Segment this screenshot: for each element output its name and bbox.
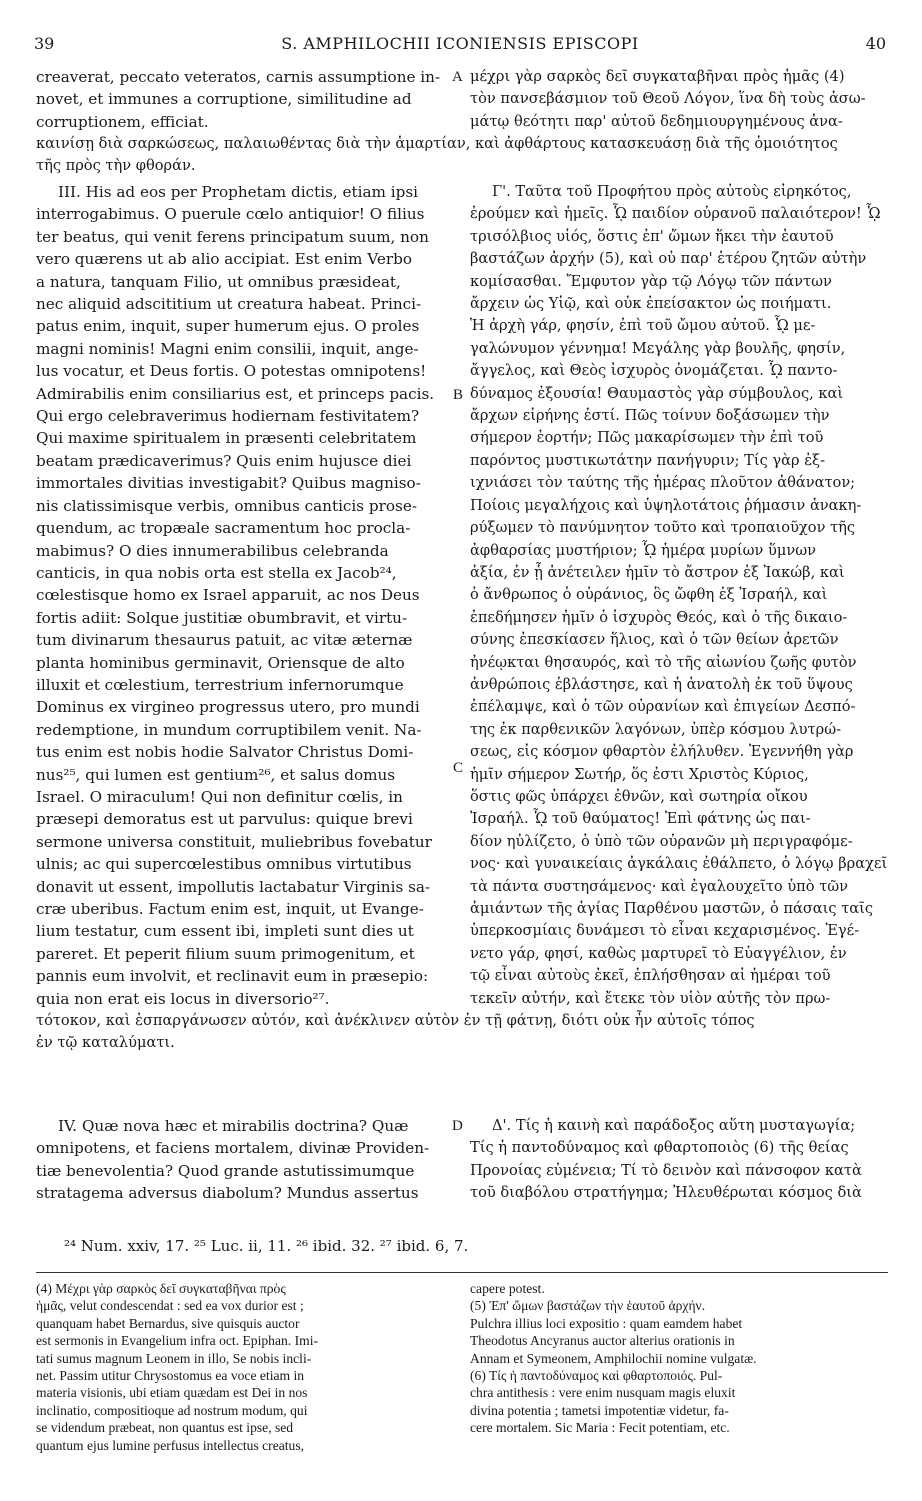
text-line: corruptionem, efficiat. <box>36 112 209 131</box>
text-line: cræ uberibus. Factum enim est, inquit, ut Evange- <box>36 900 424 918</box>
margin-marker-a: A <box>452 69 463 85</box>
text-line: ἄρχων εἰρήνης ἐστί. Πῶς τοίνυν δοξάσωμεν τὴν <box>470 407 830 425</box>
text-line: ἄγγελος, καὶ Θεὸς ἰσχυρὸς ὀνομάζεται. ᾯ παντο- <box>470 362 838 380</box>
text-line: quantum ejus lumine perfusus intellectus creatus, <box>36 1437 305 1453</box>
text-line: ἀξία, ἐν ᾗ ἀνέτειλεν ἡμῖν τὸ ἄστρον ἐξ Ἰακώβ, καὶ <box>470 563 845 581</box>
text-line: redemptione, in mundum corruptibilem venit. Na- <box>36 720 422 739</box>
text-line: τότοκον, καὶ ἐσπαργάνωσεν αὐτόν, καὶ ἀνέκλινεν αὐτὸν ἐν τῇ φάτνῃ, διότι οὐκ ἦν αὐτοῖς τόπος <box>36 1012 755 1029</box>
text-line: chra antithesis : vere enim nusquam magis eluxit <box>470 1385 736 1401</box>
greek-iv <box>470 1115 888 1205</box>
text-line: tati sumus magnum Leonem in illo, Se nobis incli- <box>36 1350 312 1366</box>
text-line: vero quærens ut ab alio accipiat. Est enim Verbo <box>36 250 412 269</box>
text-line: Ἰσραήλ. ᾯ τοῦ θαύματος! Ἐπὶ φάτνης ὡς παι- <box>470 810 811 828</box>
text-line: novet, et immunes a corruptione, similitudine ad <box>36 90 412 109</box>
text-line: Israel. O miraculum! Qui non definitur cœlis, in <box>36 787 403 806</box>
greek-top <box>470 66 888 133</box>
latin-main <box>36 181 448 1010</box>
notes-right <box>470 1280 888 1437</box>
text-line: donavit ut essent, impollutis lactabatur Virginis sa- <box>36 877 431 896</box>
text-line: mabimus? O dies innumerabilibus celebranda <box>36 541 389 560</box>
text-line: ἡμᾶς, velut condescendat : sed ea vox durior est ; <box>36 1298 304 1314</box>
text-line: creaverat, peccato veteratos, carnis assumptione in- <box>36 68 441 86</box>
text-line: ἐρούμεν καὶ ἡμεῖς. ᾯ παιδίον οὐρανοῦ παλαιότερον! ᾯ <box>470 205 881 223</box>
text-line: ὁ ἄνθρωπος ὁ οὐράνιος, ὃς ὤφθη ἐξ Ἰσραήλ, καὶ <box>470 586 828 604</box>
text-line: beatam prædicaverimus? Quis enim hujusce diei <box>36 451 412 470</box>
greek-main <box>470 181 888 1010</box>
text-line: σεως, εἰς κόσμον φθαρτὸν ἐλήλυθεν. Ἐγεννήθη γὰρ <box>470 743 854 761</box>
text-line: (5) Ἐπ' ὤμων βαστάζων τὴν ἑαυτοῦ ἀρχήν. <box>470 1298 706 1314</box>
greek-full-2 <box>36 1010 888 1055</box>
greek-full-1 <box>36 133 888 178</box>
text-line: τῆς πρὸς τὴν φθοράν. <box>36 157 196 175</box>
text-line: δίον ηὐλίζετο, ὁ ὑπὸ τῶν οὐρανῶν μὴ περιγραφόμε- <box>470 832 853 850</box>
running-title: S. AMPHILOCHII ICONIENSIS EPISCOPI <box>281 34 639 53</box>
text-line: Ἡ ἀρχὴ γάρ, φησίν, ἐπὶ τοῦ ὤμου αὐτοῦ. ᾯ με- <box>470 317 816 335</box>
page-number-left: 39 <box>34 34 55 53</box>
text-line: Τίς ἡ παντοδύναμος καὶ φθαρτοποιὸς (6) τῆς θείας <box>470 1139 849 1157</box>
text-line: Γ'. Ταῦτα τοῦ Προφήτου πρὸς αὐτοὺς εἰρηκότος, <box>492 183 852 200</box>
text-line: ἀμιάντων τῆς ἁγίας Παρθένου μαστῶν, ὁ πάσαις ταῖς <box>470 900 874 917</box>
text-line: Annam et Symeonem, Amphilochii nomine vulgatæ. <box>470 1350 757 1366</box>
text-line: ἡμῖν σήμερον Σωτήρ, ὅς ἐστι Χριστὸς Κύριος, <box>470 765 809 783</box>
text-line: (6) Τίς ἡ παντοδύναμος καὶ φθαρτοποιός. Pul- <box>470 1368 723 1384</box>
text-line: ρύξωμεν τὸ πανύμνητον τοῦτο καὶ τροπαιοῦχον τῆς <box>470 519 856 537</box>
text-line: Προνοίας εὐμένεια; Τί τὸ δεινὸν καὶ πάνσοφον κατὰ <box>470 1161 862 1179</box>
text-line: ἐπέλαμψε, καὶ ὁ τῶν οὐρανίων καὶ ἐπιγείων Δεσπό- <box>470 698 856 716</box>
text-line: quendum, ac tropæale sacramentum hoc procla- <box>36 519 411 538</box>
text-line: (4) Μέχρι γὰρ σαρκὸς δεῖ συγκαταβῆναι πρὸς <box>36 1281 286 1296</box>
text-line: quanquam habet Bernardus, sive quisquis auctor <box>36 1315 300 1331</box>
text-line: magni nominis! Magni enim consilii, inquit, ange- <box>36 339 419 358</box>
text-line: της ἐκ παρθενικῶν λαγόνων, ὑπὲρ κόσμου λυτρώ- <box>470 720 842 738</box>
text-line: inclinatio, compositioque ad nostrum modum, qui <box>36 1402 308 1418</box>
text-line: planta hominibus germinavit, Oriensque de alto <box>36 653 405 672</box>
text-line: tum divinarum thesaurus patuit, ac vitæ æternæ <box>36 631 413 650</box>
page-number-right: 40 <box>865 34 886 53</box>
text-line: νος· καὶ γυναικείαις ἀγκάλαις ἐθάλπετο, ὁ λόγῳ βραχεῖ <box>470 855 888 873</box>
text-line: ιχνιάσει τὸν ταύτης τῆς ἡμέρας πλοῦτον ἀθάνατον; <box>470 474 856 492</box>
text-line: omnipotens, et faciens mortalem, divinæ Providen- <box>36 1139 430 1158</box>
text-line: interrogabimus. O puerule cœlo antiquior! O filius <box>36 205 425 224</box>
text-line: est sermonis in Evangelium infra oct. Epiphan. Imi- <box>36 1333 319 1349</box>
text-line: ἐν τῷ καταλύματι. <box>36 1034 175 1052</box>
text-line: τοῦ διαβόλου στρατήγημα; Ἠλευθέρωται κόσμος διὰ <box>470 1184 862 1202</box>
text-line: quia non erat eis locus in diversorio²⁷. <box>36 989 330 1008</box>
text-line: pannis eum involvit, et reclinavit eum in præsepio: <box>36 967 429 986</box>
text-line: immortales divitias investigabit? Quibus magniso- <box>36 474 421 493</box>
text-line: fortis adiit: Solque justitiæ obumbravit, et virtu- <box>36 608 408 627</box>
text-line: cœlestisque homo ex Israel apparuit, ac nos Deus <box>36 586 420 605</box>
text-line: illuxit et cœlestium, terrestrium infernorumque <box>36 675 404 694</box>
text-line: τρισόλβιος υἱός, ὅστις ἐπ' ὤμων ἥκει τὴν ἑαυτοῦ <box>470 227 834 245</box>
text-line: δύναμος ἐξουσία! Θαυμαστὸς γὰρ σύμβουλος, καὶ <box>470 384 844 402</box>
text-line: cere mortalem. Sic Maria : Fecit potentiam, etc. <box>470 1420 730 1436</box>
notes-rule <box>36 1272 888 1273</box>
text-line: divina potentia ; tametsi impotentiæ videtur, fa- <box>470 1402 729 1418</box>
text-line: nis clatissimisque verbis, omnibus canticis prose- <box>36 496 417 515</box>
latin-top <box>36 66 448 133</box>
text-line: nus²⁵, qui lumen est gentium²⁶, et salus domus <box>36 765 396 784</box>
text-line: ἀφθαρσίας μυστήριον; ᾯ ἡμέρα μυρίων ὕμνων <box>470 541 817 559</box>
latin-iv <box>36 1115 448 1205</box>
text-line: Qui ergo celebraverimus hodiernam festivitatem? <box>36 407 420 426</box>
text-line: Admirabilis enim consiliarius est, et princeps pacis. <box>36 384 435 403</box>
text-line: ἄρχειν ὡς Υἱῷ, καὶ οὐκ ἐπείσακτον ὡς ποιήματι. <box>470 295 832 313</box>
text-line: lus vocatur, et Deus fortis. O potestas omnipotens! <box>36 362 427 381</box>
text-line: tiæ benevolentia? Quod grande astutissimumque <box>36 1161 415 1180</box>
text-line: materia visionis, ubi etiam quædam est Dei in nos <box>36 1385 308 1401</box>
text-line: Theodotus Ancyranus auctor alterius orationis in <box>470 1333 735 1349</box>
text-line: pareret. Et peperit filium suum primogenitum, et <box>36 944 415 963</box>
text-line: capere potest. <box>470 1281 545 1296</box>
text-line: βαστάζων ἀρχήν (5), καὶ οὐ παρ' ἑτέρου ζητῶν αὐτὴν <box>470 250 867 268</box>
text-line: σήμερον ἑορτήν; Πῶς μακαρίσωμεν τὴν ἐπὶ τοῦ <box>470 429 824 447</box>
text-line: μέχρι γὰρ σαρκὸς δεῖ συγκαταβῆναι πρὸς ἡμᾶς (4) <box>470 68 845 85</box>
text-line: sermone universa constituit, muliebribus fovebatur <box>36 832 432 851</box>
text-line: τῷ εἶναι αὐτοὺς ἐκεῖ, ἐπλήσθησαν αἱ ἡμέραι τοῦ <box>470 967 831 985</box>
text-line: ἐπεδήμησεν ἡμῖν ὁ ἰσχυρὸς Θεός, καὶ ὁ τῆς δικαιο- <box>470 608 848 626</box>
text-line: Ποίοις μεγαλήχοις καὶ ὑψηλοτάτοις ῥήμασιν ἀνακη- <box>470 496 862 514</box>
text-line: a natura, tanquam Filio, ut omnibus præsideat, <box>36 272 401 291</box>
text-line: ulnis; ac qui supercœlestibus omnibus virtutibus <box>36 855 412 874</box>
text-line: III. His ad eos per Prophetam dictis, etiam ipsi <box>58 183 418 201</box>
text-line: Δ'. Τίς ἡ καινὴ καὶ παράδοξος αὕτη μυσταγωγία; <box>492 1117 856 1134</box>
text-line: κομίσασθαι. Ἔμφυτον γὰρ τῷ Λόγῳ τῶν πάντων <box>470 272 832 290</box>
text-line: ἠνέῳκται θησαυρός, καὶ τὸ τῆς αἰωνίου ζωῆς φυτὸν <box>470 653 857 671</box>
text-line: Qui maxime spiritualem in præsenti celebritatem <box>36 429 417 448</box>
text-line: Dominus ex virgineo progressus utero, pro mundi <box>36 698 420 717</box>
text-line: ὅστις φῶς ὑπάρχει ἐθνῶν, καὶ σωτηρία οἴκου <box>470 787 808 805</box>
text-line: nec aliquid adscititium ut creatura habeat. Princi- <box>36 295 422 314</box>
text-line: ἀνθρώποις ἐβλάστησε, καὶ ἡ ἀνατολὴ ἐκ τοῦ ὕψους <box>470 675 853 693</box>
text-line: patus enim, inquit, super humerum ejus. O proles <box>36 317 420 336</box>
text-line: stratagema adversus diabolum? Mundus assertus <box>36 1184 419 1203</box>
text-line: net. Passim utitur Chrysostomus ea voce etiam in <box>36 1368 305 1384</box>
page-header <box>34 34 886 58</box>
margin-marker-c: C <box>453 760 464 776</box>
text-line: se videndum præbeat, non quantus est ipse, sed <box>36 1420 294 1436</box>
text-line: τεκεῖν αὐτήν, καὶ ἔτεκε τὸν υἱὸν αὐτῆς τὸν πρω- <box>470 989 831 1007</box>
text-line: μάτῳ θεότητι παρ' αὐτοῦ δεδημιουργημένους ἀνα- <box>470 112 843 130</box>
text-line: σύνης ἐπεσκίασεν ἥλιος, καὶ ὁ τῶν θείων ἀρετῶν <box>470 631 839 649</box>
text-line: γαλώνυμον γέννημα! Μεγάλης γὰρ βουλῆς, φησίν, <box>470 339 846 357</box>
text-line: Pulchra illius loci expositio : quam eamdem habet <box>470 1315 743 1331</box>
text-line: præsepi demoratus est ut parvulus: quique brevi <box>36 810 413 829</box>
text-line: tus enim est nobis hodie Salvator Christus Domi- <box>36 743 414 762</box>
text-line: παρόντος μυστικωτάτην πανήγυριν; Τίς γὰρ ἐξ- <box>470 451 825 469</box>
footnote-references: ²⁴ Num. xxiv, 17. ²⁵ Luc. ii, 11. ²⁶ ibid. 32. ²⁷ ibid. 6, 7. <box>64 1237 469 1255</box>
text-line: τὰ πάντα συστησάμενος· καὶ ἐγαλουχεῖτο ὑπὸ τῶν <box>470 877 849 895</box>
text-line: τὸν πανσεβάσμιον τοῦ Θεοῦ Λόγον, ἵνα δὴ τοὺς ἀσω- <box>470 90 866 108</box>
text-line: canticis, in qua nobis orta est stella ex Jacob²⁴, <box>36 563 397 582</box>
text-line: ter beatus, qui venit ferens principatum suum, non <box>36 227 429 246</box>
margin-marker-d: D <box>452 1118 463 1134</box>
text-line: IV. Quæ nova hæc et mirabilis doctrina? Quæ <box>58 1117 409 1135</box>
text-line: καινίσῃ διὰ σαρκώσεως, παλαιωθέντας διὰ τὴν ἁμαρτίαν, καὶ ἀφθάρτους κατασκευάσῃ διὰ τῆς ὁμοιότητος <box>36 135 838 152</box>
margin-marker-b: B <box>453 387 464 403</box>
notes-left <box>36 1280 448 1454</box>
text-line: ὑπερκοσμίαις δυνάμεσι τὸ εἶναι κεχαρισμένος. Ἐγέ- <box>470 922 860 940</box>
text-line: νετο γάρ, φησί, καθὼς μαρτυρεῖ τὸ Εὐαγγέλιον, ἐν <box>470 944 847 962</box>
text-line: lium testatur, cum essent ibi, impleti sunt dies ut <box>36 922 414 941</box>
